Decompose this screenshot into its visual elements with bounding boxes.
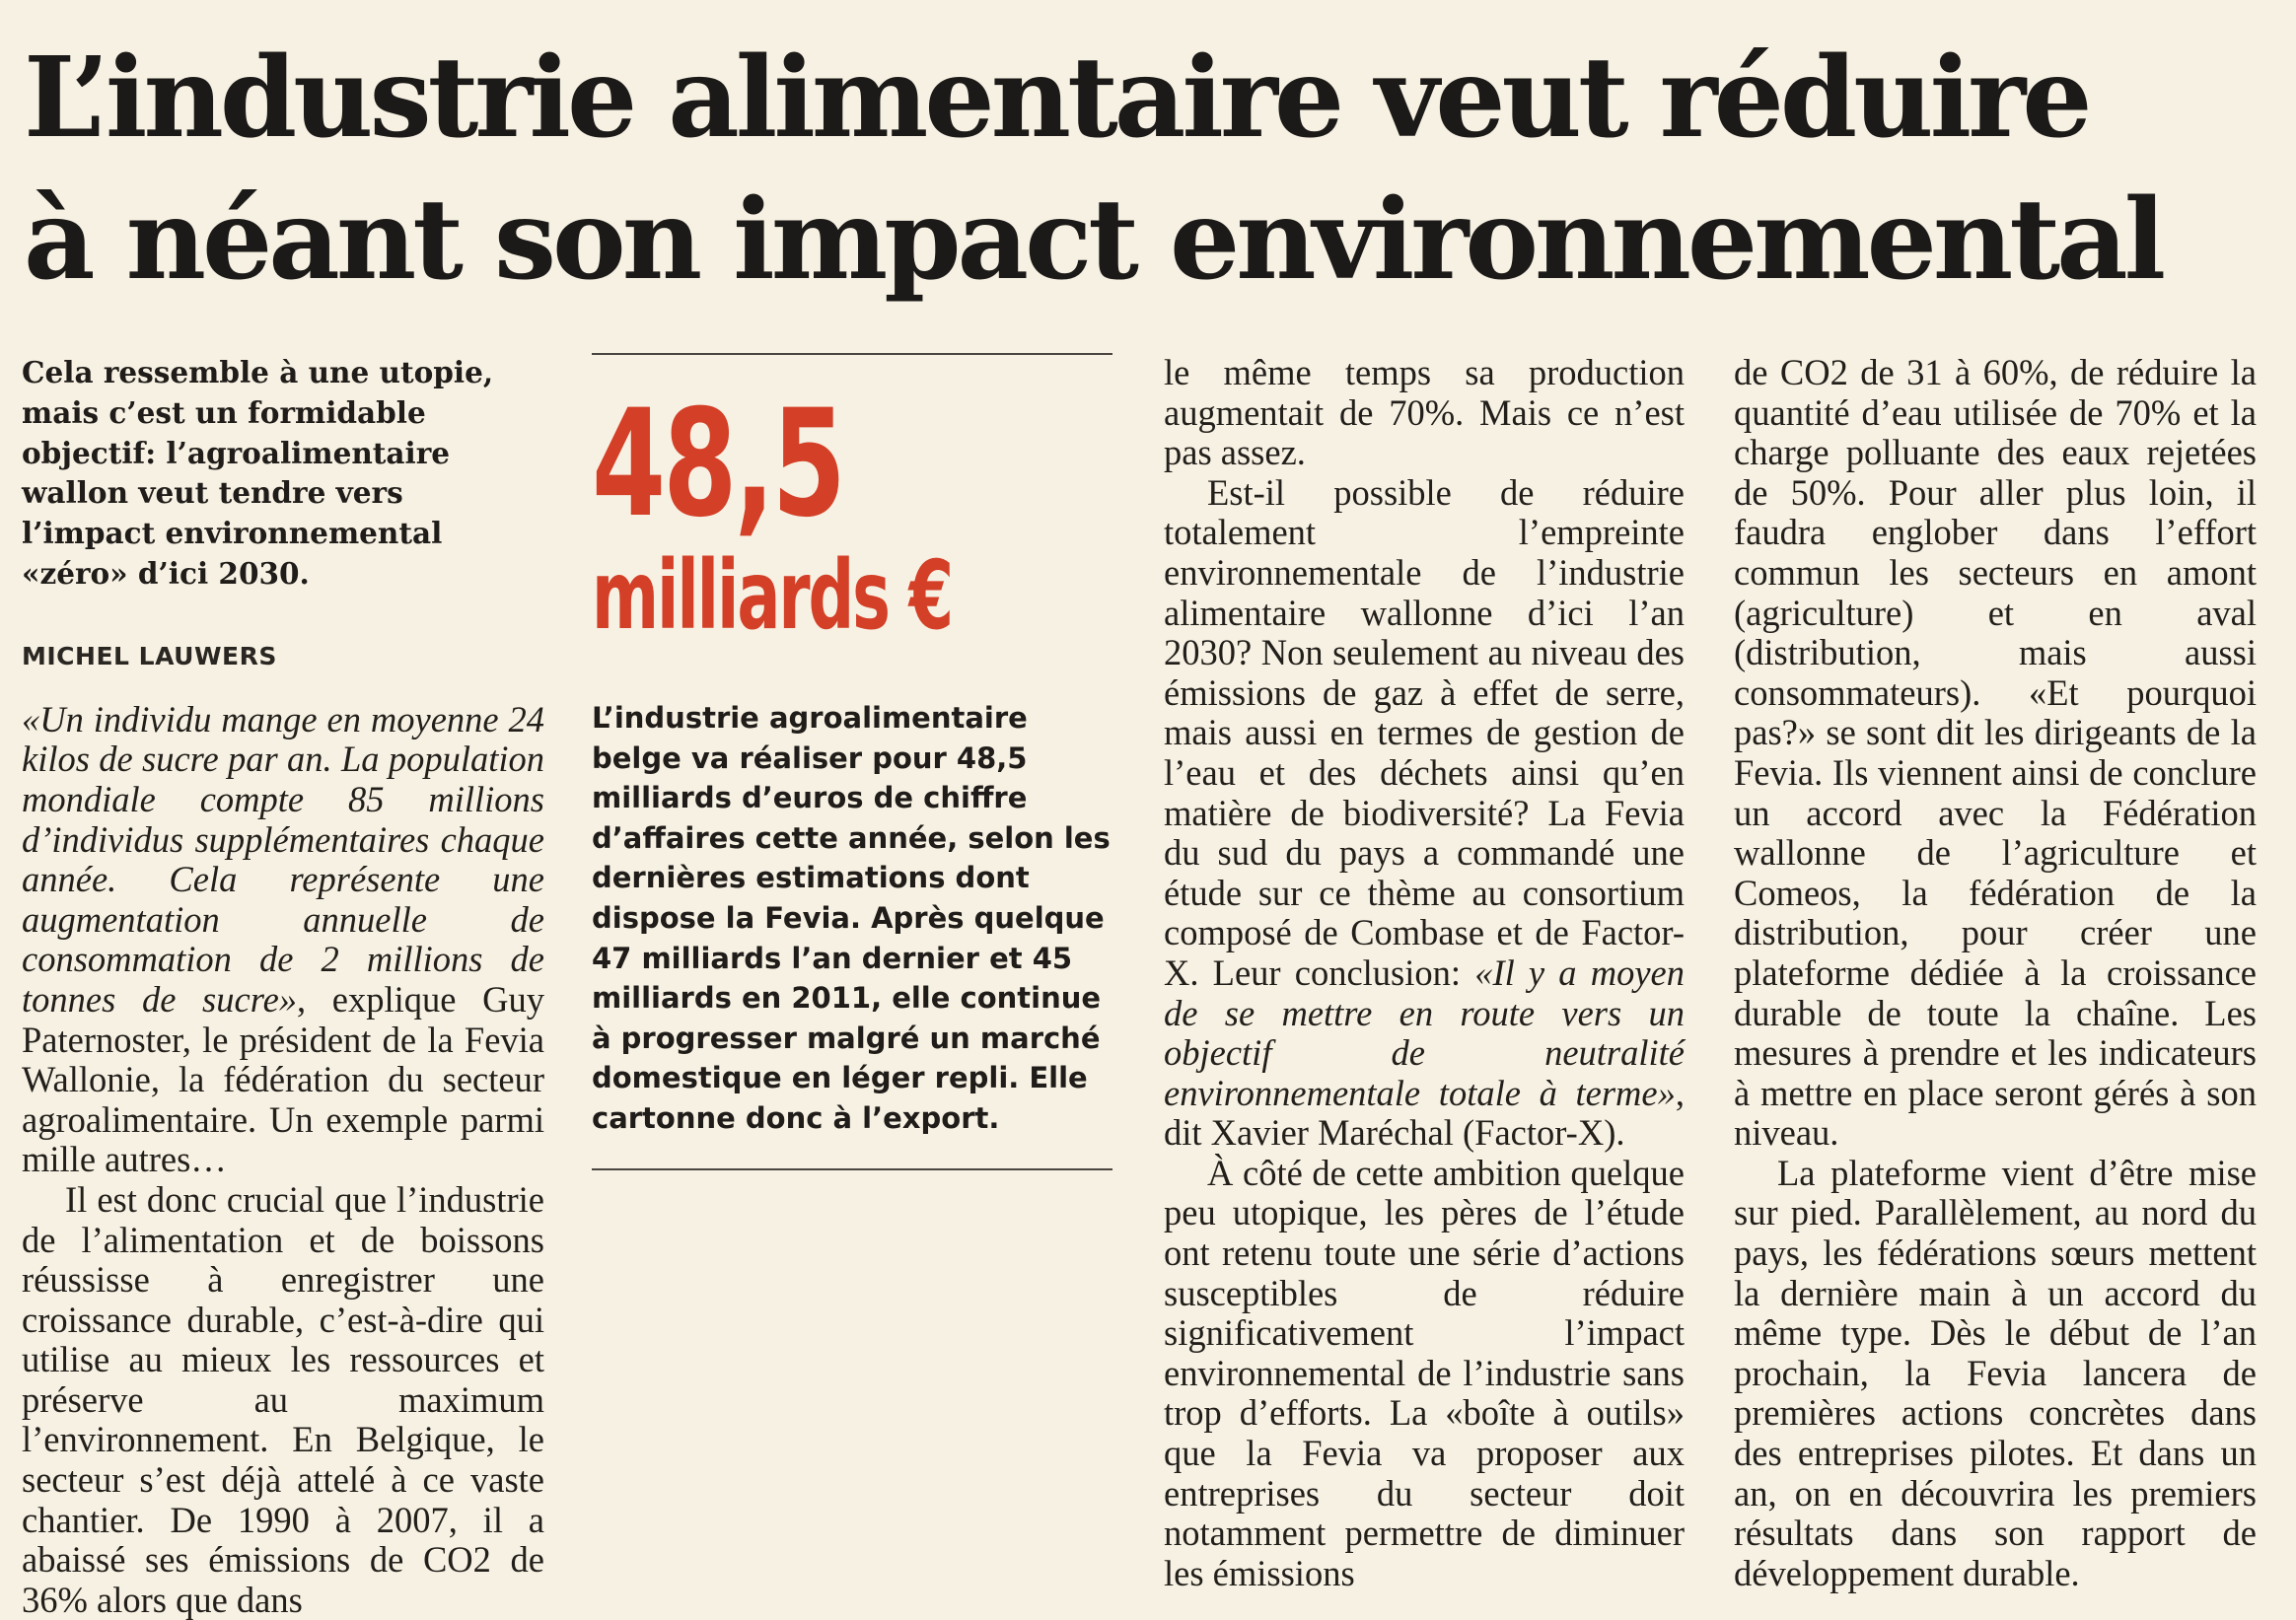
paragraph-text: , explique Guy Paternoster, le président de la Fevia Wallonie, la fédération du secteur agroalimentaire. Un exemple parmi mille autres… <box>22 978 544 1180</box>
column-1 <box>22 353 544 1620</box>
paragraph <box>1164 473 1685 1154</box>
key-figure-box <box>592 353 1112 1170</box>
headline <box>24 28 2282 313</box>
column-4 <box>1734 353 2257 1593</box>
column-1-body <box>22 700 544 1620</box>
key-figure-number: 48,5 <box>592 379 843 550</box>
paragraph: Il est donc crucial que l’industrie de l’alimentation et de boissons réussisse à enregistrer une croissance durable, c’est-à-dire qui utilise au mieux les ressources et préserve au maximum l’environnement. En Belgique, le secteur s’est déjà attelé à ce vaste chantier. De 1990 à 2007, il a abaissé ses émissions de CO2 de 36% alors que dans <box>22 1178 544 1620</box>
chapeau: Cela ressemble à une utopie, mais c’est un formidable objectif: l’agroalimentaire wallon veut tendre vers l’impact environnemental «zéro» d’ici 2030. <box>22 355 494 591</box>
column-3 <box>1164 353 1685 1593</box>
paragraph <box>22 700 544 1180</box>
key-figure-unit: milliards € <box>592 540 953 651</box>
quote: «Un individu mange en moyenne 24 kilos de sucre par an. La population mondiale compte 85 millions d’individus supplémentaires chaque année. Cela représente une augmentation annuelle de consommation de 2 millions de tonnes de sucre» <box>22 698 544 1020</box>
byline: MICHEL LAUWERS <box>22 641 277 670</box>
paragraph-text: Est-il possible de réduire totalement l’empreinte environnementale de l’industrie alimentaire wallonne d’ici l’an 2030? Non seulement au niveau des émissions de gaz à effet de serre, mais aussi en termes de gestion de l’eau et des déchets ainsi qu’en matière de biodiversité? La Fevia du sud du pays a commandé une étude sur ce thème au consortium composé de Combase et de Factor-X. Leur conclusion: <box>1164 471 1685 993</box>
paragraph: La plateforme vient d’être mise sur pied. Parallèlement, au nord du pays, les fédérations sœurs mettent la dernière main à un accord du même type. Dès le début de l’an prochain, la Fevia lancera de premières actions concrètes dans des entreprises pilotes. Et dans un an, on en découvrira les premiers résultats dans son rapport de développement durable. <box>1734 1152 2257 1593</box>
paragraph: À côté de cette ambition quelque peu utopique, les pères de l’étude ont retenu toute une série d’actions susceptibles de réduire significativement l’impact environnemental de l’industrie sans trop d’efforts. La «boîte à outils» que la Fevia va proposer aux entreprises du secteur doit notamment permettre de diminuer les émissions <box>1164 1152 1685 1593</box>
quote: «Il y a moyen de se mettre en route vers un objectif de neutralité environnementale totale à terme» <box>1164 951 1685 1113</box>
headline-line-2: à néant son impact environnemental <box>24 176 2163 306</box>
paragraph: le même temps sa production augmentait de 70%. Mais ce n’est pas assez. <box>1164 352 1685 473</box>
bottom-rule <box>592 1168 1112 1170</box>
headline-line-1: L’industrie alimentaire veut réduire <box>24 34 2089 163</box>
top-rule <box>592 353 1112 355</box>
key-figure-description: L’industrie agroalimentaire belge va réaliser pour 48,5 milliards d’euros de chiffre d’affaires cette année, selon les dernières estimations dont dispose la Fevia. Après quelque 47 milliards l’an dernier et 45 milliards en 2011, elle continue à progresser malgré un marché domestique en léger repli. Elle cartonne donc à l’export. <box>592 701 1111 1135</box>
paragraph-text: , dit Xavier Maréchal (Factor-X). <box>1164 1072 1685 1154</box>
paragraph: de CO2 de 31 à 60%, de réduire la quantité d’eau utilisée de 70% et la charge polluante des eaux rejetées de 50%. Pour aller plus loin, il faudra englober dans l’effort commun les secteurs en amont (agriculture) et en aval (distribution, mais aussi consommateurs). «Et pourquoi pas?» se sont dit les dirigeants de la Fevia. Ils viennent ainsi de conclure un accord avec la Fédération wallonne de l’agriculture et Comeos, la fédération de la distribution, pour créer une plateforme dédiée à la croissance durable de toute la chaîne. Les mesures à prendre et les indicateurs à mettre en place seront gérés à son niveau. <box>1734 352 2257 1154</box>
